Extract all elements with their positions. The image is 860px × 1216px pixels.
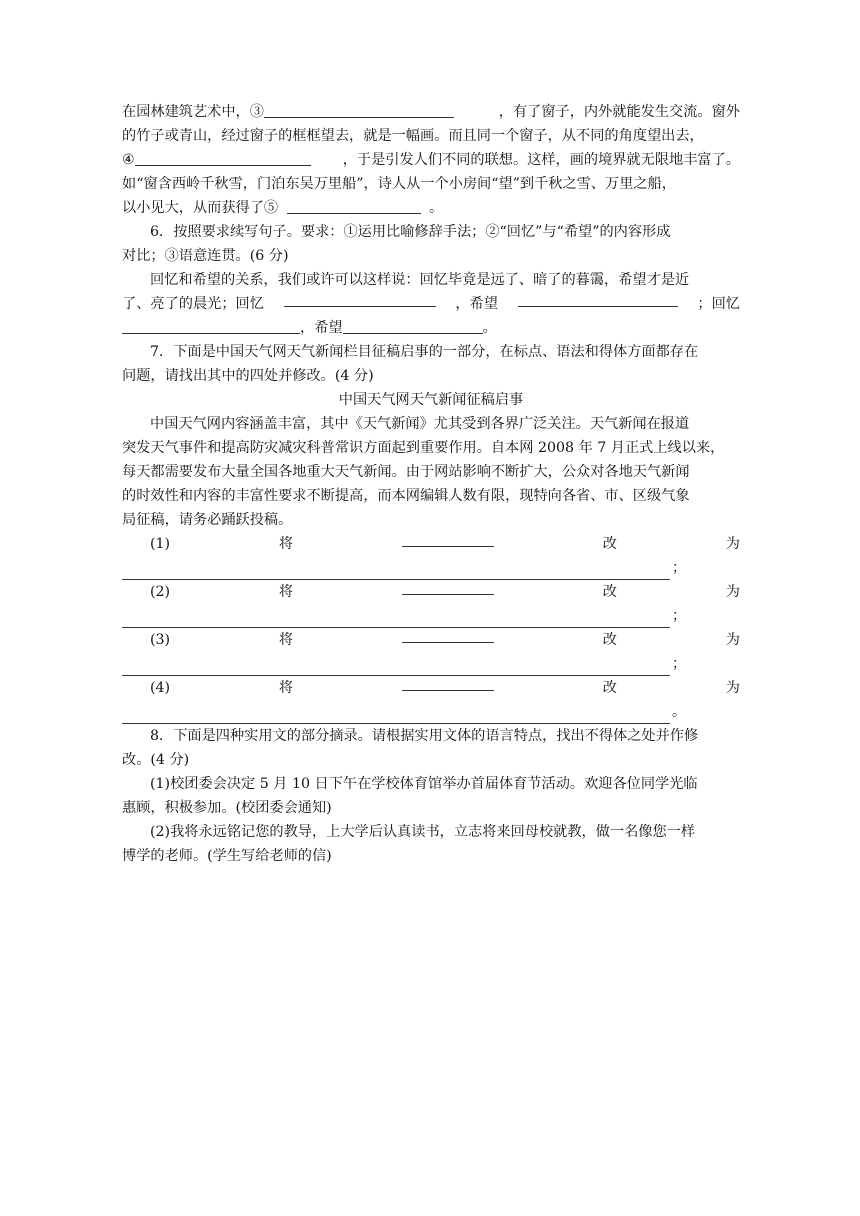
correction-item-1 [122, 532, 740, 580]
item-gai: 改 [602, 632, 617, 648]
p1-text: 。 [429, 200, 444, 216]
item-gai: 改 [602, 536, 617, 552]
notice-text: 每天都需要发布大量全国各地重大天气新闻。由于网站影响不断扩大，公众对各地天气新闻 [122, 464, 690, 480]
item-wei: 为 [725, 632, 740, 648]
q6-text: ，希望 [300, 320, 343, 336]
q6-blank-memory-1[interactable] [284, 292, 436, 307]
p1-line-3 [122, 148, 740, 172]
q6-text: 。 [482, 320, 497, 336]
correction-blank[interactable] [122, 661, 670, 676]
q6-fill-line-1 [122, 292, 740, 316]
answer-blank-5[interactable] [287, 199, 421, 214]
correction-item-3 [122, 628, 740, 676]
item-number: (1) [150, 536, 171, 552]
correction-blank[interactable] [122, 613, 670, 628]
q8-excerpt-2-cont: 博学的老师。(学生写给老师的信) [122, 848, 332, 864]
item-end: ； [672, 656, 687, 672]
q6-text: ，希望 [455, 296, 498, 312]
answer-blank-3[interactable] [264, 103, 454, 118]
item-number: (2) [150, 584, 171, 600]
q6-fill-line-2 [122, 316, 740, 340]
document-page [122, 100, 740, 868]
q8-stem-cont: 改。(4 分) [122, 752, 190, 768]
q6-blank-memory-2[interactable] [122, 319, 300, 334]
item-end: ； [672, 560, 687, 576]
p1-line-4: 如“窗含西岭千秋雪，门泊东吴万里船”，诗人从一个小房间“望”到千秋之雪、万里之船， [122, 176, 676, 192]
correction-blank[interactable] [122, 565, 670, 580]
q6-blank-hope-1[interactable] [518, 292, 678, 307]
item-wei: 为 [725, 536, 740, 552]
notice-text: 中国天气网内容涵盖丰富，其中《天气新闻》尤其受到各界广泛关注。天气新闻在报道 [150, 416, 690, 432]
item-wei: 为 [725, 680, 740, 696]
q8-stem: 8．下面是四种实用文的部分摘录。请根据实用文体的语言特点，找出不得体之处并作修 [150, 728, 699, 744]
q6-text: 了、亮了的晨光；回忆 [122, 296, 264, 312]
item-jiang: 将 [278, 536, 294, 552]
correction-item-4 [122, 676, 740, 724]
q8-excerpt-1: (1)校团委会决定 5 月 10 日下午在学校体育馆举办首届体育节活动。欢迎各位同学光临 [150, 776, 698, 792]
original-text-blank[interactable] [402, 580, 494, 595]
q6-prompt: 回忆和希望的关系，我们或许可以这样说：回忆毕竟是远了、暗了的暮霭，希望才是近 [150, 272, 690, 288]
q7-stem-cont: 问题，请找出其中的四处并修改。(4 分) [122, 368, 374, 384]
q6-blank-hope-2[interactable] [343, 319, 483, 334]
q8-excerpt-2: (2)我将永远铭记您的教导，上大学后认真读书，立志将来回母校就教，做一名像您一样 [150, 824, 696, 840]
p1-line-2: 的竹子或青山，经过窗子的框框望去，就是一幅画。而且同一个窗子，从不同的角度望出去， [122, 128, 704, 144]
notice-title: 中国天气网天气新闻征稿启事 [338, 392, 524, 408]
p1-text: 以小见大，从而获得了⑤ [122, 200, 279, 216]
item-jiang: 将 [278, 584, 294, 600]
item-end: ； [672, 608, 687, 624]
p1-text: 在园林建筑艺术中，③ [122, 104, 264, 120]
original-text-blank[interactable] [402, 628, 494, 643]
q6-stem: 6．按照要求续写句子。要求：①运用比喻修辞手法；②“回忆”与“希望”的内容形成 [150, 224, 671, 240]
item-gai: 改 [602, 680, 617, 696]
p1-line-5 [122, 196, 740, 220]
correction-item-2 [122, 580, 740, 628]
p1-text: ④ [122, 152, 135, 168]
answer-blank-4[interactable] [135, 151, 311, 166]
q8-excerpt-1-cont: 惠顾，积极参加。(校团委会通知) [122, 800, 332, 816]
notice-text: 局征稿，请务必踊跃投稿。 [122, 512, 293, 528]
notice-text: 的时效性和内容的丰富性要求不断提高，而本网编辑人数有限，现特向各省、市、区级气象 [122, 488, 690, 504]
notice-text: 突发天气事件和提高防灾减灾科普常识方面起到重要作用。自本网 2008 年 7 月正式上线以来， [122, 440, 725, 456]
item-end: 。 [672, 704, 687, 720]
item-jiang: 将 [278, 680, 294, 696]
item-gai: 改 [602, 584, 617, 600]
item-number: (3) [150, 632, 171, 648]
p1-text: ，有了窗子，内外就能发生交流。窗外 [498, 104, 740, 120]
correction-blank[interactable] [122, 709, 670, 724]
original-text-blank[interactable] [402, 676, 494, 691]
item-number: (4) [150, 680, 171, 696]
p1-line-1 [122, 100, 740, 124]
q6-text: ；回忆 [697, 296, 740, 312]
item-wei: 为 [725, 584, 740, 600]
q7-stem: 7．下面是中国天气网天气新闻栏目征稿启事的一部分，在标点、语法和得体方面都存在 [150, 344, 699, 360]
p1-text: ，于是引发人们不同的联想。这样，画的境界就无限地丰富了。 [342, 152, 740, 168]
q6-stem-cont: 对比；③语意连贯。(6 分) [122, 248, 289, 264]
item-jiang: 将 [278, 632, 294, 648]
original-text-blank[interactable] [402, 532, 494, 547]
